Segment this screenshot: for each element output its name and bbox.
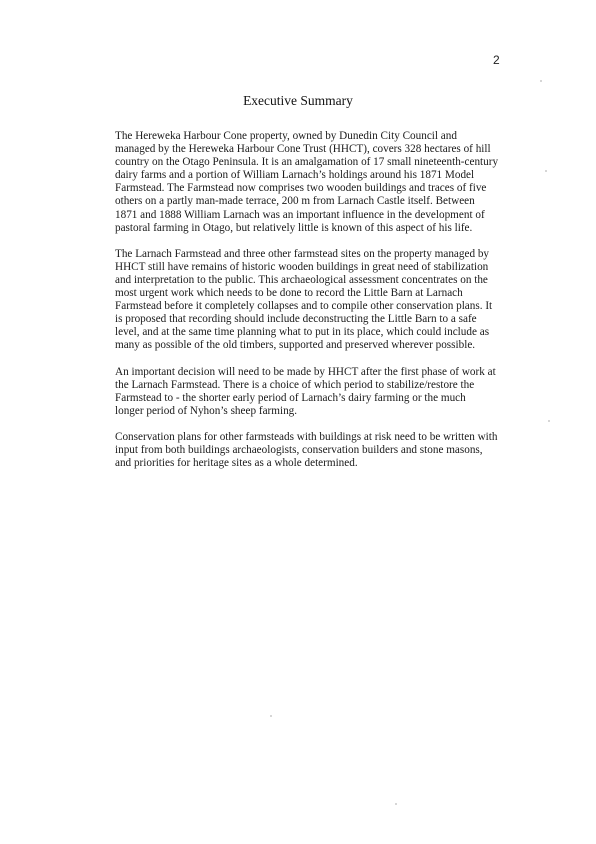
paragraph-4 [115, 431, 505, 470]
text-line: managed by the Hereweka Harbour Cone Trust (HHCT), covers 328 hectares of hill [115, 143, 491, 156]
scan-speck [395, 803, 397, 805]
body-text [115, 130, 505, 483]
text-line: others on a partly man-made terrace, 200 m from Larnach Castle itself. Between [115, 195, 475, 208]
paragraph-1 [115, 130, 505, 235]
paragraph-3 [115, 366, 505, 418]
page-title: Executive Summary [243, 93, 353, 108]
text-line: country on the Otago Peninsula. It is an amalgamation of 17 small nineteenth-century [115, 156, 499, 169]
scan-speck [540, 80, 542, 82]
text-line: input from both buildings archaeologists, conservation builders and stone masons, [115, 443, 483, 456]
text-line: 1871 and 1888 William Larnach was an important influence in the development of [115, 208, 485, 221]
text-line: longer period of Nyhon’s sheep farming. [115, 404, 298, 417]
scan-speck [270, 715, 272, 717]
text-line: An important decision will need to be made by HHCT after the first phase of work at [115, 365, 496, 378]
text-line: dairy farms and a portion of William Larnach’s holdings around his 1871 Model [115, 169, 475, 182]
text-line: The Hereweka Harbour Cone property, owned by Dunedin City Council and [115, 130, 457, 142]
scan-speck [548, 420, 550, 422]
text-line: and interpretation to the public. This archaeological assessment concentrates on the [115, 273, 488, 286]
text-line: the Larnach Farmstead. There is a choice of which period to stabilize/restore the [115, 378, 475, 391]
text-line: HHCT still have remains of historic wooden buildings in great need of stabilization [115, 260, 489, 273]
text-line: and priorities for heritage sites as a whole determined. [115, 457, 358, 470]
paragraph-2 [115, 248, 505, 353]
text-line: The Larnach Farmstead and three other farmstead sites on the property managed by [115, 247, 490, 260]
scan-speck [545, 170, 547, 172]
page-number: 2 [493, 53, 500, 67]
text-line: many as possible of the old timbers, supported and preserved wherever possible. [115, 339, 476, 352]
text-line: pastoral farming in Otago, but relatively little is known of this aspect of his life. [115, 221, 473, 234]
text-line: Farmstead. The Farmstead now comprises two wooden buildings and traces of five [115, 182, 487, 195]
text-line: level, and at the same time planning what to put in its place, which could include as [115, 326, 490, 339]
text-line: Conservation plans for other farmsteads with buildings at risk need to be written with [115, 430, 498, 443]
text-line: Farmstead to - the shorter early period of Larnach’s dairy farming or the much [115, 391, 466, 404]
text-line: Farmstead before it completely collapses and to compile other conservation plans. It [115, 300, 493, 313]
text-line: is proposed that recording should include deconstructing the Little Barn to a safe [115, 313, 477, 326]
text-line: most urgent work which needs to be done to record the Little Barn at Larnach [115, 287, 463, 300]
